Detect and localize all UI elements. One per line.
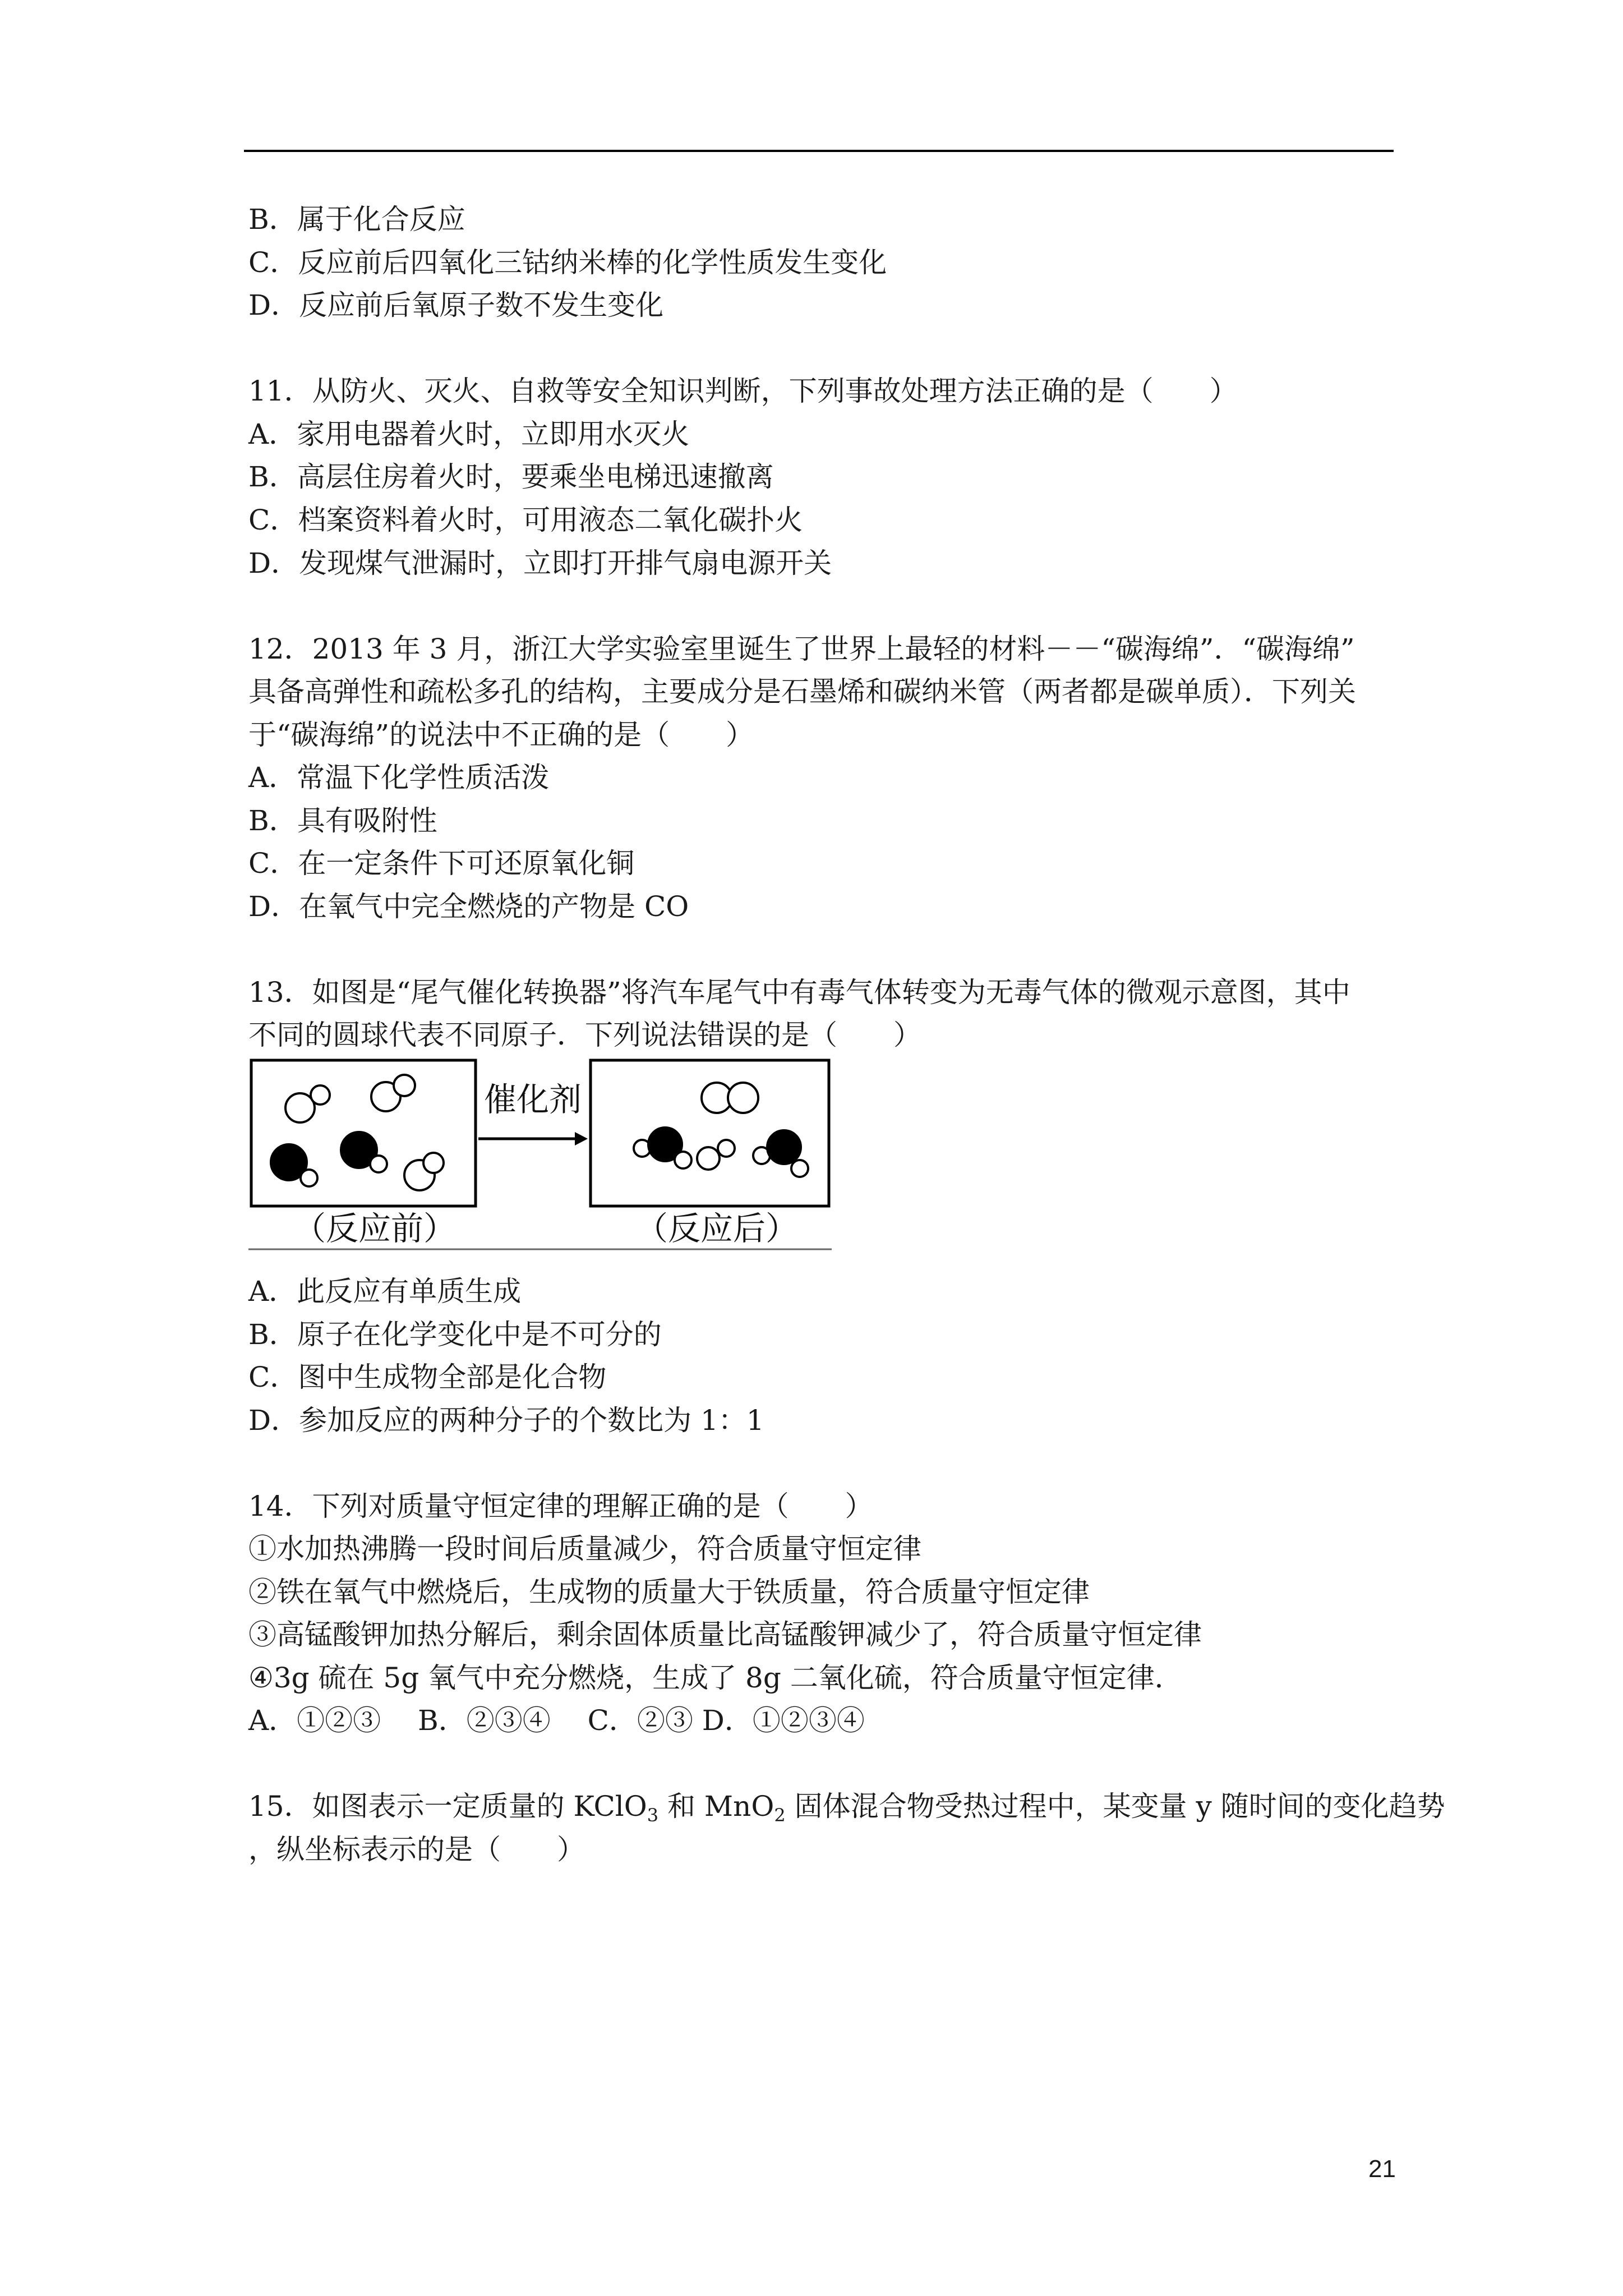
q11-option-a: A．家用电器着火时，立即用水灭火 <box>248 418 690 450</box>
white-atom <box>728 1083 758 1113</box>
after-label: （反应后） <box>635 1209 799 1248</box>
header-rule <box>244 150 1394 152</box>
q13-stem-line-1: 13．如图是“尾气催化转换器”将汽车尾气中有毒气体转变为无毒气体的微观示意图，其中 <box>248 976 1350 1009</box>
q12-option-b: B．具有吸附性 <box>248 804 437 837</box>
white-atom <box>791 1160 808 1177</box>
q11-stem: 11．从防火、灭火、自救等安全知识判断，下列事故处理方法正确的是（ ） <box>248 375 1238 407</box>
white-atom <box>301 1170 317 1186</box>
reaction-diagram <box>248 1057 832 1251</box>
q14-item-4: ④3g 硫在 5g 氧气中充分燃烧，生成了 8g 二氧化硫，符合质量守恒定律． <box>248 1662 1183 1694</box>
q14-item-1: ①水加热沸腾一段时间后质量减少，符合质量守恒定律 <box>248 1533 921 1565</box>
q10-option-c: C．反应前后四氧化三钴纳米棒的化学性质发生变化 <box>248 246 887 279</box>
q12-stem-line-3: 于“碳海绵”的说法中不正确的是（ ） <box>248 719 754 751</box>
q15-subscript-3: 3 <box>647 1805 659 1826</box>
q13-stem-line-2: 不同的圆球代表不同原子．下列说法错误的是（ ） <box>248 1019 921 1051</box>
q15-stem-part-c: 固体混合物受热过程中，某变量 y 随时间的变化趋势 <box>785 1790 1445 1823</box>
black-atom <box>767 1130 801 1164</box>
white-atom <box>697 1147 720 1170</box>
q14-item-3: ③高锰酸钾加热分解后，剩余固体质量比高锰酸钾减少了，符合质量守恒定律 <box>248 1618 1202 1651</box>
q13-option-a: A．此反应有单质生成 <box>248 1275 522 1308</box>
white-atom <box>394 1075 415 1096</box>
q13-option-d: D．参加反应的两种分子的个数比为 1：1 <box>248 1404 764 1437</box>
q12-option-a: A．常温下化学性质活泼 <box>248 761 550 794</box>
after-molecules <box>634 1083 808 1177</box>
q11-option-c: C．档案资料着火时，可用液态二氧化碳扑火 <box>248 504 803 536</box>
white-atom <box>718 1140 735 1157</box>
q11-option-d: D．发现煤气泄漏时，立即打开排气扇电源开关 <box>248 547 832 579</box>
q12-option-c: C．在一定条件下可还原氧化铜 <box>248 847 635 880</box>
q13-option-b: B．原子在化学变化中是不可分的 <box>248 1318 662 1351</box>
q14-stem: 14．下列对质量守恒定律的理解正确的是（ ） <box>248 1490 873 1522</box>
q12-option-d: D．在氧气中完全燃烧的产物是 CO <box>248 890 689 923</box>
q15-stem-line-2: ，纵坐标表示的是（ ） <box>248 1833 585 1866</box>
q12-stem-line-1: 12．2013 年 3 月，浙江大学实验室里诞生了世界上最轻的材料－－“碳海绵”．“碳海绵” <box>248 633 1355 665</box>
q14-options: A．①②③ B．②③④ C．②③ D．①②③④ <box>248 1704 865 1737</box>
q12-stem-line-2: 具备高弹性和疏松多孔的结构，主要成分是石墨烯和碳纳米管（两者都是碳单质）．下列关 <box>248 675 1356 708</box>
white-atom <box>675 1152 691 1168</box>
q15-stem-part-b: 和 MnO <box>658 1790 774 1823</box>
q11-option-b: B．高层住房着火时，要乘坐电梯迅速撤离 <box>248 461 774 493</box>
q10-option-b: B．属于化合反应 <box>248 203 465 236</box>
reaction-arrow-head <box>575 1132 588 1145</box>
white-atom <box>423 1153 444 1173</box>
q15-subscript-2: 2 <box>774 1805 786 1826</box>
catalyst-label: 催化剂 <box>484 1080 582 1119</box>
q15-stem-line-1 <box>248 1789 1445 1826</box>
q15-stem-part-a: 15．如图表示一定质量的 KClO <box>248 1790 647 1823</box>
page-number: 21 <box>1368 2155 1396 2183</box>
q13-option-c: C．图中生成物全部是化合物 <box>248 1361 607 1393</box>
q10-option-d: D．反应前后氧原子数不发生变化 <box>248 289 664 321</box>
white-atom <box>311 1085 330 1105</box>
before-label: （反应前） <box>293 1209 457 1248</box>
before-molecules <box>271 1075 444 1190</box>
q14-item-2: ②铁在氧气中燃烧后，生成物的质量大于铁质量，符合质量守恒定律 <box>248 1576 1090 1608</box>
white-atom <box>370 1156 387 1172</box>
